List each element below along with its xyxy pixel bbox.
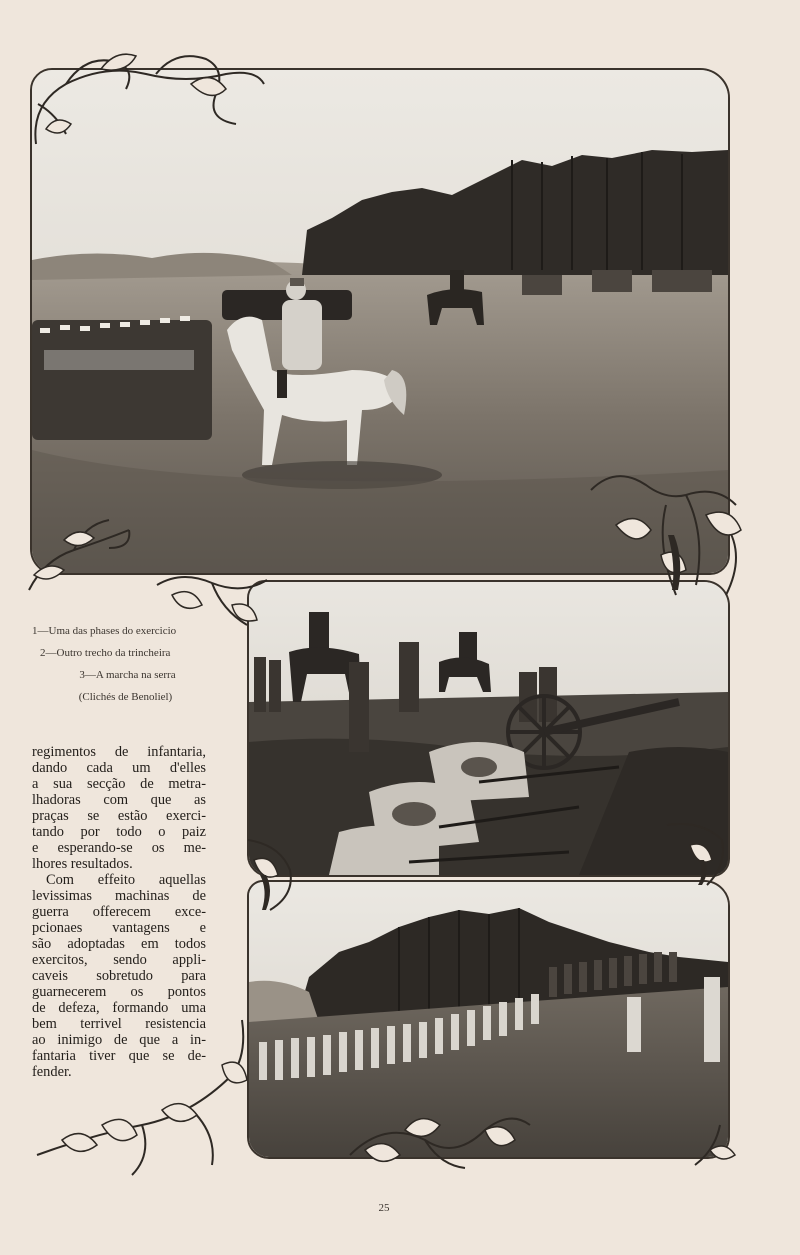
article-paragraph-1: [32, 744, 206, 872]
floral-ornament-photo3-left: [240, 835, 300, 915]
caption-item-2: 2—Outro trecho da trincheira: [40, 647, 171, 659]
trench-artillery-photo-image: [249, 582, 728, 875]
photo-trench: [247, 580, 730, 877]
art-nouveau-floral-ornament: [690, 1120, 740, 1170]
caption-credit: (Clichés de Benoliel): [78, 691, 173, 703]
article-line: lhadoras com que as: [32, 792, 206, 808]
caption-item-3: 3—A marcha na serra: [79, 669, 176, 681]
article-paragraph-2: [32, 872, 206, 1080]
art-nouveau-floral-ornament: [24, 510, 134, 595]
article-line: Com effeito aquellas: [46, 872, 206, 888]
article-line: são adoptadas em todos: [32, 936, 206, 952]
floral-ornament-bottom-center: [345, 1100, 535, 1175]
article-line: tando por todo o paiz: [32, 824, 206, 840]
article-line: exercitos, sendo appli-: [32, 952, 206, 968]
art-nouveau-floral-ornament: [240, 835, 300, 915]
article-line: de defeza, formando uma: [32, 1000, 206, 1016]
art-nouveau-floral-ornament: [345, 1100, 535, 1175]
article-line: levissimas machinas de: [32, 888, 206, 904]
art-nouveau-floral-ornament: [662, 820, 730, 890]
article-line: e esperando-se os me-: [32, 840, 206, 856]
article-line: bem terrivel resistencia: [32, 1016, 206, 1032]
article-body: [32, 744, 206, 1080]
article-line: regimentos de infantaria,: [32, 744, 206, 760]
article-line: pcionaes vantagens e: [32, 920, 206, 936]
article-line: caveis sobretudo para: [32, 968, 206, 984]
article-line: a sua secção de metra-: [32, 776, 206, 792]
article-line: dando cada um d'elles: [32, 760, 206, 776]
article-line: fender.: [32, 1064, 72, 1080]
floral-ornament-top-left: [26, 44, 266, 154]
floral-ornament-mid-left: [24, 510, 134, 595]
art-nouveau-floral-ornament: [586, 465, 751, 610]
floral-ornament-photo2-right: [662, 820, 730, 890]
article-line: guarnecerem os pontos: [32, 984, 206, 1000]
caption-item-1: 1—Uma das phases do exercicio: [32, 625, 177, 637]
art-nouveau-floral-ornament: [26, 44, 266, 154]
page-number: 25: [378, 1202, 390, 1214]
article-line: ao inimigo de que a in-: [32, 1032, 206, 1048]
article-line: praças se estão exerci-: [32, 808, 206, 824]
article-line: lhores resultados.: [32, 856, 133, 872]
article-line: guerra offerecem exce-: [32, 904, 206, 920]
photo-captions: [20, 620, 225, 708]
floral-ornament-bottom-right: [690, 1120, 740, 1170]
floral-ornament-right: [586, 465, 751, 610]
article-line: fantaria tiver que se de-: [32, 1048, 206, 1064]
